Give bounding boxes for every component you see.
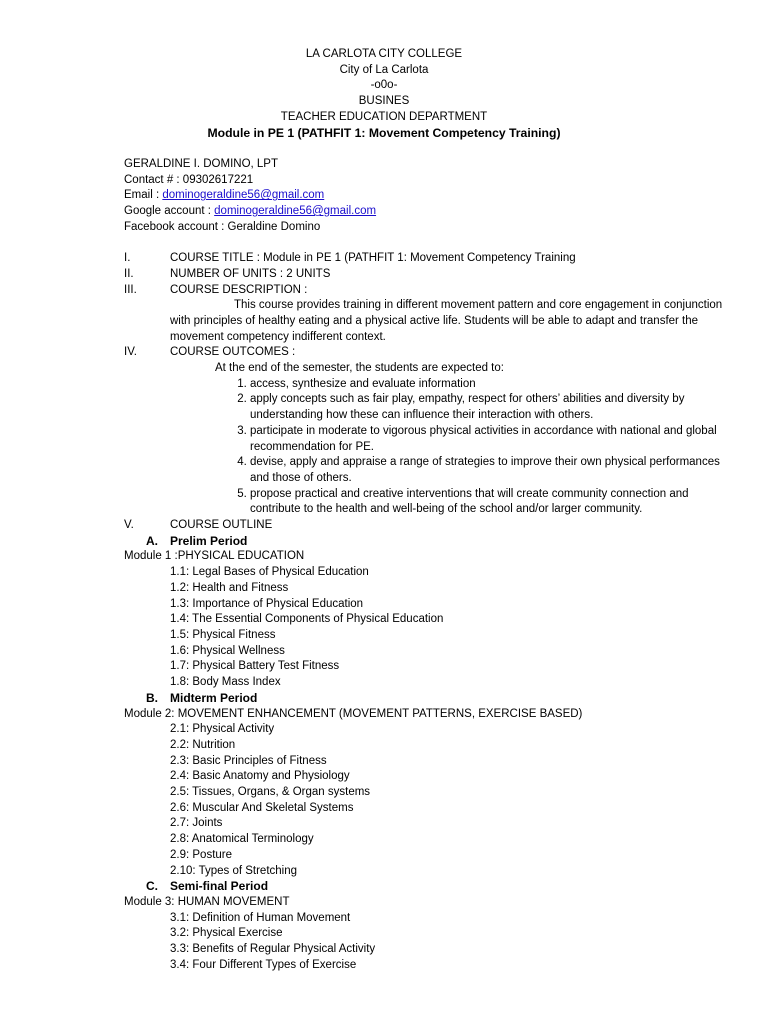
topic-item: 1.2: Health and Fitness	[170, 581, 289, 594]
roman-numeral-3: III.	[124, 283, 137, 296]
outline-heading: COURSE OUTLINE	[170, 519, 273, 532]
topic-item: 2.8: Anatomical Terminology	[170, 833, 314, 846]
document-page	[0, 47, 768, 973]
topic-item: 2.4: Basic Anatomy and Physiology	[170, 770, 350, 783]
outcome-item: 4. devise, apply and appraise a range of strategies to improve their own physical performances and those of others.	[250, 455, 724, 486]
topic-item: 1.4: The Essential Components of Physical Education	[170, 613, 444, 626]
roman-numeral-4: IV.	[124, 346, 138, 359]
units-row	[0, 267, 768, 283]
document-header	[0, 47, 768, 141]
email-link[interactable]: dominogeraldine56@gmail.com	[162, 189, 325, 202]
period-heading	[0, 534, 768, 550]
college-name: LA CARLOTA CITY COLLEGE	[305, 48, 463, 60]
google-account-link[interactable]: dominogeraldine56@gmail.com	[214, 205, 377, 218]
period-name: Semi-final Period	[170, 879, 269, 894]
outcome-item: 2. apply concepts such as fair play, empathy, respect for others’ abilities and diversity by understanding how these can influence their interaction with others.	[250, 392, 724, 423]
topic-item: 2.3: Basic Principles of Fitness	[170, 754, 327, 767]
topic-item: 1.8: Body Mass Index	[170, 676, 281, 689]
topic-item: 2.1: Physical Activity	[170, 723, 275, 736]
busines-line: BUSINES	[358, 95, 410, 108]
period-letter: A.	[146, 533, 158, 548]
topic-item: 2.9: Posture	[170, 848, 233, 861]
outline-row	[0, 518, 768, 534]
module-heading: Module 1 :PHYSICAL EDUCATION	[124, 550, 305, 563]
period-letter: B.	[146, 690, 158, 705]
description-heading: COURSE DESCRIPTION :	[170, 283, 308, 296]
topic-item: 3.1: Definition of Human Movement	[170, 911, 351, 924]
course-title-row	[0, 251, 768, 267]
city-name: City of La Carlota	[339, 63, 429, 76]
period-heading	[0, 691, 768, 707]
period-name: Midterm Period	[170, 690, 258, 705]
outcome-item: 5. propose practical and creative interventions that will create community connection and contribute to the health and well-being of the school and/or larger community.	[250, 487, 724, 518]
instructor-name: GERALDINE I. DOMINO, LPT	[124, 157, 278, 170]
period-heading	[0, 879, 768, 895]
module-heading: Module 3: HUMAN MOVEMENT	[124, 895, 290, 908]
department-name: TEACHER EDUCATION DEPARTMENT	[280, 110, 488, 123]
topic-item: 1.1: Legal Bases of Physical Education	[170, 566, 369, 579]
module-heading: Module 2: MOVEMENT ENHANCEMENT (MOVEMENT PATTERNS, EXERCISE BASED)	[124, 707, 583, 720]
roman-numeral-5: V.	[124, 519, 134, 532]
roman-numeral-2: II.	[124, 267, 134, 280]
roman-numeral-1: I.	[124, 252, 131, 265]
description-row	[0, 283, 768, 299]
topic-item: 2.6: Muscular And Skeletal Systems	[170, 801, 354, 814]
period-name: Prelim Period	[170, 533, 248, 548]
topic-item: 1.3: Importance of Physical Education	[170, 597, 364, 610]
topic-item: 2.2: Nutrition	[170, 738, 236, 751]
topic-item: 2.10: Types of Stretching	[170, 864, 298, 877]
topic-item: 3.2: Physical Exercise	[170, 927, 283, 940]
email-label: Email :	[124, 189, 163, 202]
outcome-item: 3. participate in moderate to vigorous physical activities in accordance with national and global recommendation for PE.	[250, 424, 724, 455]
course-description: This course provides training in different movement pattern and core engagement in conjunction with principles of healthy eating and a physical active life. Students will be able to adapt and transfer the movement competency indifferent context.	[170, 299, 723, 343]
google-label: Google account :	[124, 205, 215, 218]
topic-item: 2.5: Tissues, Organs, & Organ systems	[170, 786, 371, 799]
topic-item: 1.6: Physical Wellness	[170, 644, 285, 657]
outcomes-intro: At the end of the semester, the students are expected to:	[215, 362, 504, 375]
outcomes-row	[0, 345, 768, 361]
outcome-item: 1. access, synthesize and evaluate information	[250, 377, 724, 393]
period-letter: C.	[146, 879, 158, 894]
contact-number: Contact # : 09302617221	[124, 173, 254, 186]
outcomes-heading: COURSE OUTCOMES :	[170, 346, 296, 359]
topic-item: 1.5: Physical Fitness	[170, 628, 276, 641]
header-separator: -o0o-	[370, 79, 398, 92]
topic-item: 1.7: Physical Battery Test Fitness	[170, 660, 340, 673]
topic-item: 2.7: Joints	[170, 817, 223, 830]
topic-item: 3.4: Four Different Types of Exercise	[170, 958, 357, 971]
course-title-text: COURSE TITLE : Module in PE 1 (PATHFIT 1: Movement Competency Training	[170, 252, 576, 265]
contact-block	[0, 157, 768, 236]
topic-item: 3.3: Benefits of Regular Physical Activity	[170, 943, 376, 956]
email-line	[124, 188, 768, 204]
outcomes-list	[0, 377, 768, 518]
facebook-account: Facebook account : Geraldine Domino	[124, 220, 321, 233]
module-title: Module in PE 1 (PATHFIT 1: Movement Competency Training)	[207, 125, 561, 140]
google-account-line	[124, 204, 768, 220]
units-text: NUMBER OF UNITS : 2 UNITS	[170, 267, 331, 280]
